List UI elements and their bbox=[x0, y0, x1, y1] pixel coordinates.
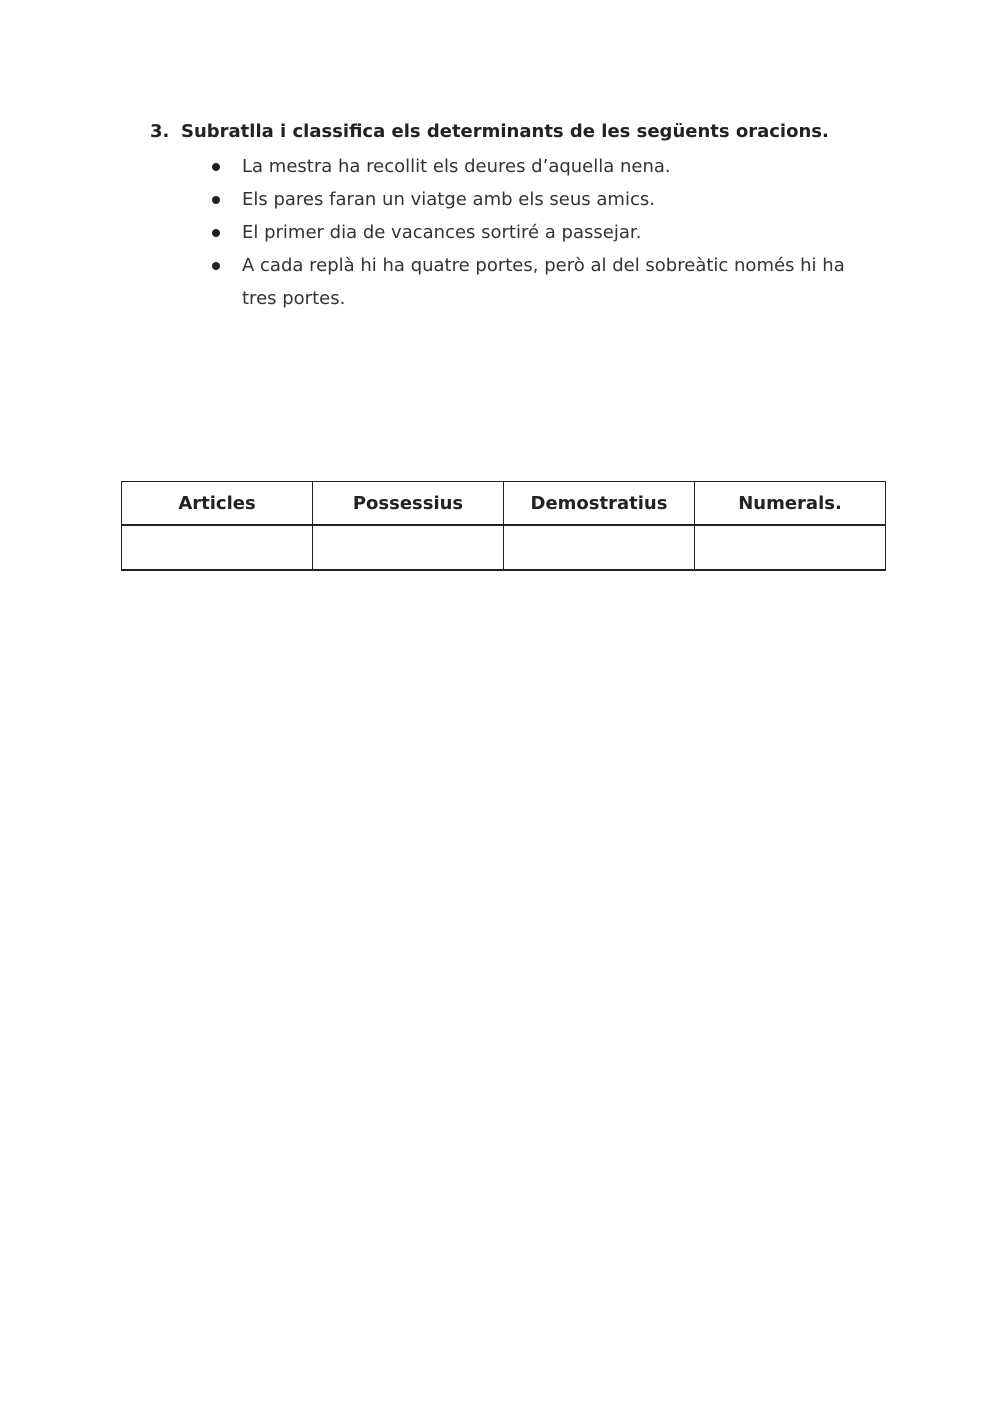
bullet-icon bbox=[212, 163, 220, 171]
sentence-text: A cada replà hi ha quatre portes, però al del sobreàtic només hi ha tres portes. bbox=[242, 255, 845, 309]
classification-table bbox=[121, 481, 886, 571]
table-header-row bbox=[122, 482, 886, 526]
sentence-item bbox=[150, 216, 880, 249]
sentence-item bbox=[150, 150, 880, 183]
exercise-number: 3. bbox=[150, 121, 170, 142]
bullet-icon bbox=[212, 262, 220, 270]
sentence-list bbox=[150, 150, 880, 315]
header-possessius: Possessius bbox=[313, 482, 504, 526]
sentence-text: Els pares faran un viatge amb els seus amics. bbox=[242, 189, 655, 210]
answer-cell-possessius[interactable] bbox=[313, 525, 504, 570]
table-row bbox=[122, 525, 886, 570]
sentence-item bbox=[150, 249, 880, 315]
sentence-text: La mestra ha recollit els deures d’aquella nena. bbox=[242, 156, 671, 177]
sentence-text: El primer dia de vacances sortiré a passejar. bbox=[242, 222, 642, 243]
header-demostratius: Demostratius bbox=[504, 482, 695, 526]
bullet-icon bbox=[212, 229, 220, 237]
header-articles: Articles bbox=[122, 482, 313, 526]
sentence-item bbox=[150, 183, 880, 216]
bullet-icon bbox=[212, 196, 220, 204]
answer-cell-numerals[interactable] bbox=[695, 525, 886, 570]
classification-table-wrapper bbox=[121, 481, 886, 571]
answer-cell-articles[interactable] bbox=[122, 525, 313, 570]
answer-cell-demostratius[interactable] bbox=[504, 525, 695, 570]
instruction-text: Subratlla i classifica els determinants de les següents oracions. bbox=[181, 121, 829, 142]
exercise-3 bbox=[150, 118, 880, 315]
exercise-instruction bbox=[150, 118, 880, 146]
header-numerals: Numerals. bbox=[695, 482, 886, 526]
